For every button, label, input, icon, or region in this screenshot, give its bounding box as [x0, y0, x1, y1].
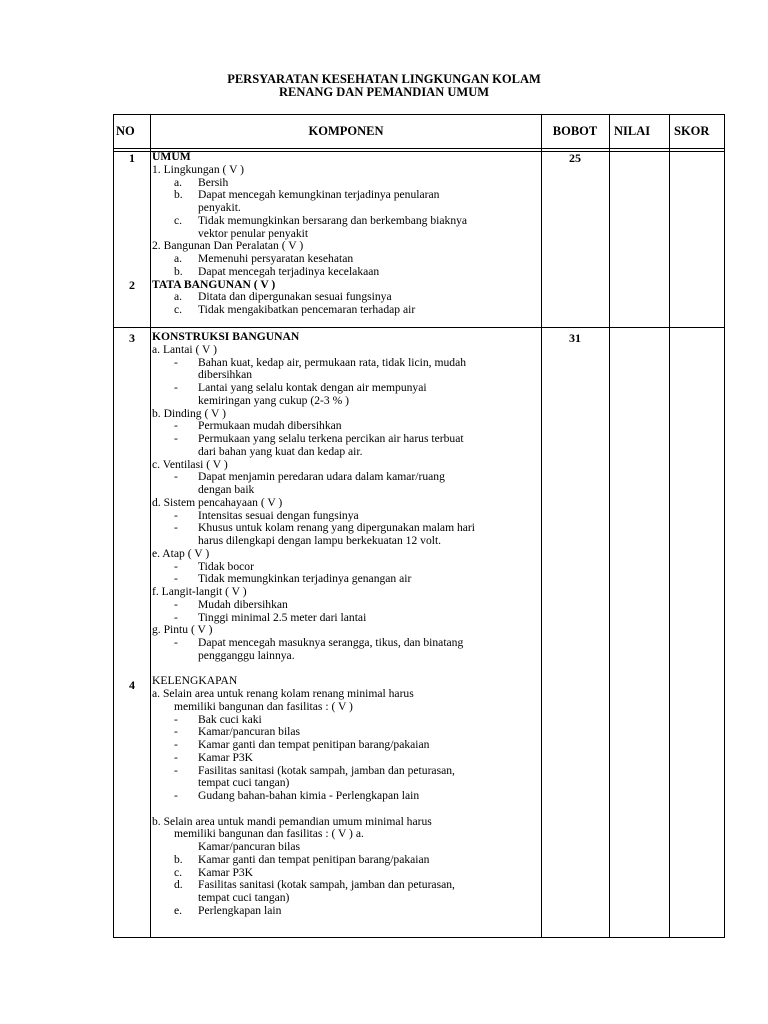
list-item: - Kamar ganti dan tempat penitipan barang/pakaian — [174, 738, 430, 751]
list-item: - Tinggi minimal 2.5 meter dari lantai — [174, 610, 367, 624]
bobot-value-2: 31 — [569, 331, 581, 345]
header-nilai: NILAI — [614, 124, 651, 138]
table-bottom-border — [113, 937, 725, 938]
list-item: b. Dinding ( V ) — [152, 406, 226, 420]
row-divider — [113, 327, 725, 328]
list-item: f. Langit-langit ( V ) — [152, 585, 247, 598]
list-item-continuation: Kamar/pancuran bilas — [198, 840, 301, 853]
list-item: - Tidak bocor — [174, 559, 254, 573]
list-item-continuation: kemiringan yang cukup (2-3 % ) — [198, 393, 349, 407]
document-title-line1: PERSYARATAN KESEHATAN LINGKUNGAN KOLAM — [227, 72, 541, 86]
list-item: - Kamar P3K — [174, 750, 254, 764]
section-heading-tata-bangunan: TATA BANGUNAN ( V ) — [152, 277, 276, 291]
list-item: b. Kamar ganti dan tempat penitipan barang/pakaian — [174, 852, 430, 866]
list-item: - Dapat mencegah masuknya serangga, tikus, dan binatang — [174, 636, 464, 649]
list-item: - Dapat menjamin peredaran udara dalam kamar/ruang — [174, 470, 445, 484]
table-top-border — [113, 114, 725, 115]
list-item: c. Kamar P3K — [174, 865, 254, 879]
komponen-konstruksi-block — [152, 331, 540, 918]
list-item: - Mudah dibersihkan — [174, 597, 288, 611]
list-item: a. Ditata dan dipergunakan sesuai fungsinya — [174, 290, 392, 304]
list-item-continuation: dengan baik — [198, 483, 255, 496]
list-item: a. Bersih — [174, 175, 229, 189]
list-item-continuation: dibersihkan — [198, 368, 253, 382]
list-item: - Permukaan yang selalu terkena percikan air harus terbuat — [174, 432, 464, 445]
list-item: a. Selain area untuk renang kolam renang minimal harus — [152, 687, 414, 700]
list-item: - Bak cuci kaki — [174, 712, 262, 726]
row-number-2: 2 — [129, 278, 135, 292]
row-number-4: 4 — [129, 678, 135, 692]
list-item: - Intensitas sesuai dengan fungsinya — [174, 508, 359, 522]
column-divider-bobot — [609, 114, 610, 938]
row-number-1: 1 — [129, 151, 135, 165]
column-divider-right — [724, 114, 725, 938]
list-item-continuation: dari bahan yang kuat dan kedap air. — [198, 444, 363, 458]
section-heading-konstruksi: KONSTRUKSI BANGUNAN — [152, 330, 300, 343]
document-title-line2: RENANG DAN PEMANDIAN UMUM — [278, 85, 490, 99]
list-item: b. Dapat mencegah terjadinya kecelakaan — [174, 264, 380, 278]
list-item: c. Ventilasi ( V ) — [152, 457, 228, 471]
section-heading-kelengkapan: KELENGKAPAN — [152, 674, 238, 688]
list-item: - Lantai yang selalu kontak dengan air mempunyai — [174, 381, 427, 394]
list-item: - Kamar/pancuran bilas — [174, 725, 301, 739]
list-item: - Fasilitas sanitasi (kotak sampah, jamban dan peturasan, — [174, 763, 455, 777]
list-item: e. Atap ( V ) — [152, 546, 210, 560]
list-item-continuation: tempat cuci tangan) — [198, 891, 290, 904]
komponen-umum-block — [152, 151, 540, 317]
list-item: - Permukaan mudah dibersihkan — [174, 419, 342, 433]
list-item: a. Lantai ( V ) — [152, 342, 217, 356]
list-item: 1. Lingkungan ( V ) — [152, 162, 244, 176]
list-item: - Gudang bahan-bahan kimia - Perlengkapan lain — [174, 789, 420, 802]
list-item: d. Fasilitas sanitasi (kotak sampah, jamban dan peturasan, — [174, 878, 455, 892]
list-item-continuation: pengganggu lainnya. — [198, 648, 295, 662]
list-item-continuation: vektor penular penyakit — [198, 226, 309, 240]
list-item: 2. Bangunan Dan Peralatan ( V ) — [152, 239, 304, 253]
list-item: d. Sistem pencahayaan ( V ) — [152, 495, 283, 509]
list-item: - Tidak memungkinkan terjadinya genangan air — [174, 572, 412, 586]
list-item: - Bahan kuat, kedap air, permukaan rata, tidak licin, mudah — [174, 355, 467, 369]
header-bottom-border — [113, 148, 725, 149]
list-item: c. Tidak mengakibatkan pencemaran terhadap air — [174, 303, 416, 316]
list-item: c. Tidak memungkinkan bersarang dan berkembang biaknya — [174, 213, 468, 227]
column-divider-komponen — [541, 114, 542, 938]
list-item: - Khusus untuk kolam renang yang dipergunakan malam hari — [174, 521, 476, 535]
column-divider-left — [113, 114, 114, 938]
header-komponen: KOMPONEN — [308, 124, 384, 138]
column-divider-nilai — [669, 114, 670, 938]
list-item-continuation: memiliki bangunan dan fasilitas : ( V ) — [174, 699, 353, 713]
header-skor: SKOR — [674, 124, 710, 138]
list-item-continuation: harus dilengkapi dengan lampu berkekuatan 12 volt. — [198, 534, 442, 547]
column-divider-no — [150, 114, 151, 938]
section-heading-umum: UMUM — [152, 150, 191, 163]
bobot-value-1: 25 — [569, 151, 581, 165]
list-item: e. Perlengkapan lain — [174, 903, 282, 917]
list-item-continuation: memiliki bangunan dan fasilitas : ( V ) a. — [174, 827, 364, 841]
header-no: NO — [116, 124, 135, 138]
header-bobot: BOBOT — [552, 124, 598, 138]
list-item-continuation: tempat cuci tangan) — [198, 776, 290, 790]
list-item: b. Selain area untuk mandi pemandian umum minimal harus — [152, 814, 432, 828]
list-item-continuation: penyakit. — [198, 201, 241, 214]
list-item: g. Pintu ( V ) — [152, 623, 213, 637]
list-item: b. Dapat mencegah kemungkinan terjadinya penularan — [174, 188, 440, 202]
row-number-3: 3 — [129, 331, 135, 345]
list-item: a. Memenuhi persyaratan kesehatan — [174, 252, 354, 265]
